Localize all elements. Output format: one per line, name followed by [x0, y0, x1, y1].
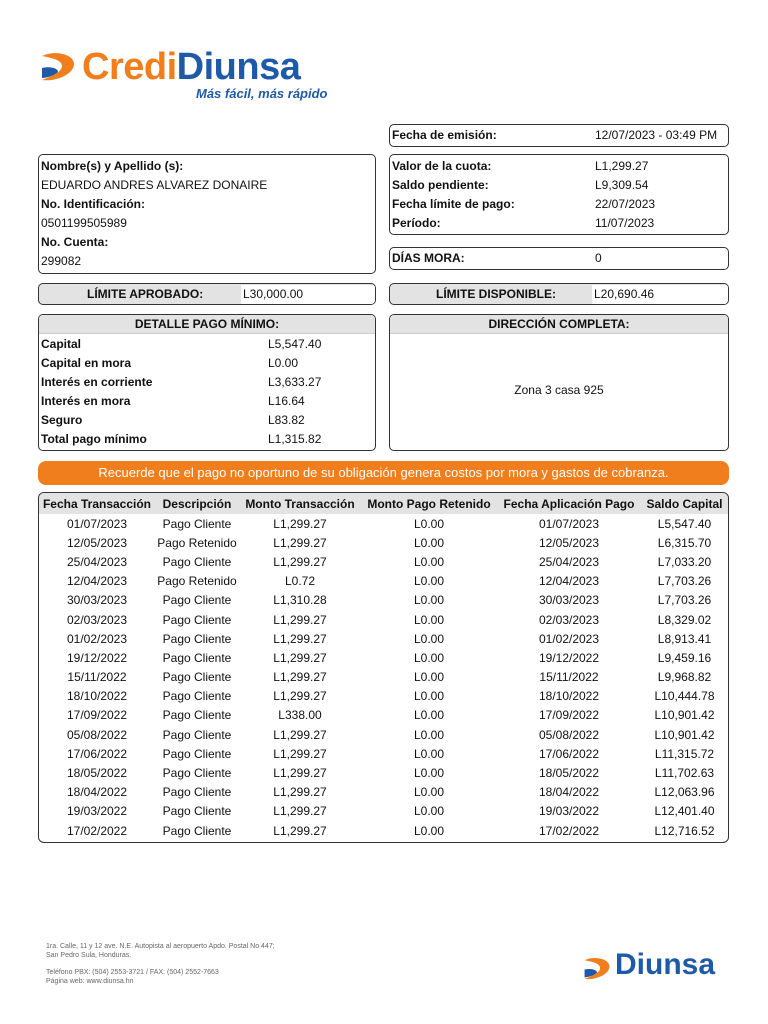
limite-disponible-label: LÍMITE DISPONIBLE:	[436, 287, 556, 301]
detalle-row-value: L3,633.27	[268, 375, 322, 389]
fecha-emision-label: Fecha de emisión:	[392, 128, 497, 142]
cell-fecha-transaccion: 18/05/2022	[66, 766, 128, 781]
detalle-row-value: L1,315.82	[268, 432, 322, 446]
cell-monto-transaccion: L1,299.27	[273, 727, 327, 742]
detalle-row-label: Interés en mora	[41, 394, 131, 408]
table-row	[39, 725, 728, 744]
cell-saldo-capital: L11,702.63	[654, 766, 715, 781]
cell-descripcion: Pago Cliente	[162, 612, 232, 627]
cell-fecha-transaccion: 19/03/2022	[66, 804, 128, 819]
cell-descripcion: Pago Cliente	[162, 670, 232, 685]
detalle-row-label: Capital	[41, 337, 82, 351]
col-saldo-capital: Saldo Capital	[641, 493, 728, 514]
detalle-row	[39, 373, 375, 392]
cell-descripcion: Pago Cliente	[162, 727, 232, 742]
cell-monto-pago-retenido: L0.00	[413, 746, 445, 761]
cell-monto-transaccion: L1,299.27	[273, 746, 327, 761]
quota-info-box	[389, 154, 729, 235]
detalle-row	[39, 430, 375, 449]
transactions-table	[38, 492, 729, 843]
detalle-row-value: L16.64	[268, 394, 305, 408]
cell-saldo-capital: L10,901.42	[654, 727, 715, 742]
table-row	[39, 783, 728, 802]
cell-fecha-aplicacion-pago: 12/05/2023	[538, 535, 600, 550]
cell-fecha-aplicacion-pago: 01/07/2023	[538, 516, 600, 531]
client-name-value: EDUARDO ANDRES ALVAREZ DONAIRE	[41, 178, 268, 192]
cell-monto-transaccion: L1,299.27	[273, 612, 327, 627]
cell-saldo-capital: L6,315.70	[657, 535, 712, 550]
detalle-row	[39, 354, 375, 373]
client-info-box	[38, 154, 376, 274]
cell-fecha-aplicacion-pago: 02/03/2023	[538, 612, 600, 627]
cell-descripcion: Pago Cliente	[162, 593, 232, 608]
dias-mora-box	[389, 247, 729, 270]
cell-monto-pago-retenido: L0.00	[413, 689, 445, 704]
client-account-label: No. Cuenta:	[41, 235, 109, 249]
cell-descripcion: Pago Cliente	[162, 823, 232, 838]
valor-cuota-label: Valor de la cuota:	[392, 159, 492, 173]
cell-monto-pago-retenido: L0.00	[413, 823, 445, 838]
table-row	[39, 572, 728, 591]
footer-address-line2: San Pedro Sula, Honduras.	[46, 952, 132, 959]
limite-aprobado-box	[38, 283, 376, 305]
limite-disponible-value: L20,690.46	[592, 285, 728, 304]
table-row	[39, 802, 728, 821]
cell-monto-transaccion: L1,299.27	[273, 766, 327, 781]
cell-fecha-transaccion: 02/03/2023	[66, 612, 128, 627]
cell-monto-pago-retenido: L0.00	[413, 516, 445, 531]
cell-fecha-aplicacion-pago: 18/04/2022	[538, 785, 600, 800]
cell-fecha-transaccion: 17/02/2022	[66, 823, 128, 838]
saldo-pendiente-value: L9,309.54	[595, 178, 649, 192]
cell-monto-transaccion: L1,299.27	[273, 670, 327, 685]
limite-aprobado-label: LÍMITE APROBADO:	[87, 287, 204, 301]
table-row	[39, 706, 728, 725]
table-row	[39, 763, 728, 782]
client-id-label: No. Identificación:	[41, 197, 146, 211]
table-row	[39, 591, 728, 610]
cell-descripcion: Pago Cliente	[162, 785, 232, 800]
cell-saldo-capital: L7,703.26	[657, 574, 712, 589]
cell-monto-pago-retenido: L0.00	[413, 612, 445, 627]
direccion-box	[389, 314, 729, 451]
table-row	[39, 629, 728, 648]
valor-cuota-value: L1,299.27	[595, 159, 649, 173]
detalle-row-value: L0.00	[268, 356, 299, 370]
table-row	[39, 514, 728, 533]
table-row	[39, 744, 728, 763]
limite-aprobado-value: L30,000.00	[241, 285, 375, 304]
diunsa-logo-text: Diunsa	[615, 948, 716, 981]
cell-saldo-capital: L12,401.40	[654, 804, 715, 819]
late-payment-banner: Recuerde que el pago no oportuno de su obligación genera costos por mora y gastos de cobranza.	[38, 461, 729, 485]
cell-saldo-capital: L10,444.78	[654, 689, 715, 704]
cell-fecha-aplicacion-pago: 15/11/2022	[539, 670, 599, 685]
col-monto-transaccion: Monto Transacción	[239, 493, 361, 514]
cell-saldo-capital: L5,547.40	[657, 516, 712, 531]
periodo-label: Período:	[392, 216, 441, 230]
cell-monto-transaccion: L0.72	[284, 574, 316, 589]
cell-descripcion: Pago Cliente	[162, 650, 232, 665]
cell-fecha-transaccion: 18/10/2022	[66, 689, 128, 704]
brand-tagline: Más fácil, más rápido	[196, 86, 328, 101]
cell-fecha-transaccion: 01/02/2023	[66, 631, 128, 646]
cell-descripcion: Pago Cliente	[162, 689, 232, 704]
col-fecha-transaccion: Fecha Transacción	[39, 493, 155, 514]
cell-monto-transaccion: L1,299.27	[273, 804, 327, 819]
detalle-row-label: Total pago mínimo	[41, 432, 147, 446]
cell-monto-pago-retenido: L0.00	[413, 708, 445, 723]
fecha-limite-value: 22/07/2023	[595, 197, 656, 211]
footer-address-line1: 1ra. Calle, 11 y 12 ave. N.E. Autopista al aeropuerto Apdo. Postal No 447;	[46, 943, 275, 950]
cell-fecha-aplicacion-pago: 05/08/2022	[538, 727, 600, 742]
cell-monto-transaccion: L1,299.27	[273, 650, 327, 665]
cell-monto-transaccion: L1,299.27	[273, 785, 327, 800]
cell-fecha-transaccion: 12/04/2023	[66, 574, 128, 589]
cell-monto-transaccion: L1,299.27	[273, 535, 327, 550]
cell-saldo-capital: L12,716.52	[654, 823, 715, 838]
cell-saldo-capital: L7,033.20	[657, 554, 712, 569]
cell-monto-pago-retenido: L0.00	[413, 574, 445, 589]
credidiunsa-logo	[40, 44, 340, 104]
cell-fecha-aplicacion-pago: 17/02/2022	[538, 823, 600, 838]
cell-saldo-capital: L8,329.02	[657, 612, 712, 627]
cell-monto-pago-retenido: L0.00	[413, 766, 445, 781]
footer-contact	[46, 968, 219, 986]
cell-monto-transaccion: L1,299.27	[273, 516, 327, 531]
cell-fecha-transaccion: 01/07/2023	[66, 516, 128, 531]
cell-fecha-aplicacion-pago: 18/10/2022	[538, 689, 600, 704]
table-row	[39, 533, 728, 552]
client-account-value: 299082	[41, 254, 82, 268]
cell-fecha-transaccion: 15/11/2022	[67, 670, 127, 685]
diunsa-logo	[583, 948, 733, 986]
transactions-header-row	[39, 493, 728, 514]
detalle-row-value: L83.82	[268, 413, 305, 427]
table-row	[39, 648, 728, 667]
cell-descripcion: Pago Cliente	[162, 708, 232, 723]
table-row	[39, 552, 728, 571]
detalle-pago-minimo-box	[38, 314, 376, 451]
col-fecha-aplicacion-pago: Fecha Aplicación Pago	[497, 493, 641, 514]
cell-fecha-transaccion: 12/05/2023	[66, 535, 128, 550]
detalle-row-value: L5,547.40	[268, 337, 322, 351]
cell-fecha-aplicacion-pago: 25/04/2023	[538, 554, 600, 569]
cell-monto-pago-retenido: L0.00	[413, 804, 445, 819]
detalle-pago-minimo-title: DETALLE PAGO MÍNIMO:	[39, 315, 375, 334]
detalle-row	[39, 392, 375, 411]
cell-saldo-capital: L9,968.82	[657, 670, 712, 685]
cell-monto-pago-retenido: L0.00	[413, 593, 445, 608]
cell-monto-transaccion: L1,299.27	[273, 554, 327, 569]
table-row	[39, 668, 728, 687]
saldo-pendiente-label: Saldo pendiente:	[392, 178, 489, 192]
col-descripcion: Descripción	[155, 493, 239, 514]
cell-fecha-transaccion: 17/09/2022	[66, 708, 128, 723]
cell-fecha-aplicacion-pago: 18/05/2022	[538, 766, 600, 781]
col-monto-pago-retenido: Monto Pago Retenido	[361, 493, 497, 514]
table-row	[39, 821, 728, 840]
fecha-limite-label: Fecha límite de pago:	[392, 197, 515, 211]
cell-saldo-capital: L10,901.42	[654, 708, 715, 723]
detalle-rows	[39, 334, 375, 448]
cell-fecha-aplicacion-pago: 01/02/2023	[538, 631, 600, 646]
cell-descripcion: Pago Cliente	[162, 516, 232, 531]
cell-monto-transaccion: L1,299.27	[273, 689, 327, 704]
detalle-row	[39, 335, 375, 354]
limite-disponible-box	[389, 283, 729, 305]
dias-mora-label: DÍAS MORA:	[392, 251, 465, 265]
brand-swoosh-icon	[40, 48, 76, 84]
cell-monto-transaccion: L1,310.28	[273, 593, 327, 608]
footer-phone: Teléfono PBX: (504) 2553-3721 / FAX: (504) 2552-7663	[46, 969, 219, 976]
cell-monto-pago-retenido: L0.00	[413, 785, 445, 800]
brand-name: CrediDiunsa	[82, 46, 301, 88]
cell-descripcion: Pago Cliente	[162, 766, 232, 781]
cell-fecha-aplicacion-pago: 17/09/2022	[538, 708, 600, 723]
cell-monto-pago-retenido: L0.00	[413, 554, 445, 569]
transactions-body	[39, 514, 728, 840]
cell-fecha-transaccion: 17/06/2022	[66, 746, 128, 761]
cell-descripcion: Pago Retenido	[157, 574, 237, 589]
diunsa-swoosh-icon	[583, 954, 611, 982]
cell-saldo-capital: L11,315.72	[654, 746, 715, 761]
cell-fecha-aplicacion-pago: 12/04/2023	[538, 574, 600, 589]
cell-monto-pago-retenido: L0.00	[413, 650, 445, 665]
fecha-emision-value: 12/07/2023 - 03:49 PM	[595, 128, 718, 142]
fecha-emision-box	[389, 124, 729, 147]
footer-address	[46, 942, 275, 960]
footer-web: Página web: www.diunsa.hn	[46, 978, 134, 985]
detalle-row-label: Capital en mora	[41, 356, 132, 370]
cell-monto-pago-retenido: L0.00	[413, 727, 445, 742]
cell-descripcion: Pago Cliente	[162, 554, 232, 569]
client-id-value: 0501199505989	[41, 216, 127, 230]
direccion-value: Zona 3 casa 925	[514, 383, 604, 397]
detalle-row-label: Seguro	[41, 413, 83, 427]
cell-descripcion: Pago Cliente	[162, 631, 232, 646]
table-row	[39, 687, 728, 706]
cell-fecha-transaccion: 19/12/2022	[66, 650, 128, 665]
detalle-row	[39, 411, 375, 430]
cell-saldo-capital: L8,913.41	[657, 631, 712, 646]
table-row	[39, 610, 728, 629]
cell-monto-transaccion: L338.00	[278, 708, 322, 723]
periodo-value: 11/07/2023	[595, 216, 655, 230]
cell-fecha-transaccion: 25/04/2023	[66, 554, 128, 569]
cell-saldo-capital: L12,063.96	[654, 785, 715, 800]
client-name-label: Nombre(s) y Apellido (s):	[41, 159, 184, 173]
cell-monto-pago-retenido: L0.00	[413, 670, 445, 685]
cell-fecha-aplicacion-pago: 30/03/2023	[538, 593, 600, 608]
cell-fecha-aplicacion-pago: 19/12/2022	[538, 650, 600, 665]
cell-monto-transaccion: L1,299.27	[273, 823, 327, 838]
cell-descripcion: Pago Cliente	[162, 804, 232, 819]
cell-saldo-capital: L9,459.16	[657, 650, 712, 665]
cell-fecha-transaccion: 30/03/2023	[66, 593, 128, 608]
detalle-row-label: Interés en corriente	[41, 375, 153, 389]
cell-monto-pago-retenido: L0.00	[413, 535, 445, 550]
direccion-title: DIRECCIÓN COMPLETA:	[390, 315, 728, 334]
cell-fecha-aplicacion-pago: 17/06/2022	[538, 746, 600, 761]
cell-descripcion: Pago Retenido	[157, 535, 237, 550]
cell-fecha-transaccion: 18/04/2022	[66, 785, 128, 800]
cell-descripcion: Pago Cliente	[162, 746, 232, 761]
cell-saldo-capital: L7,703.26	[657, 593, 712, 608]
cell-monto-transaccion: L1,299.27	[273, 631, 327, 646]
cell-fecha-aplicacion-pago: 19/03/2022	[538, 804, 600, 819]
cell-fecha-transaccion: 05/08/2022	[66, 727, 128, 742]
cell-monto-pago-retenido: L0.00	[413, 631, 445, 646]
dias-mora-value: 0	[595, 251, 602, 265]
